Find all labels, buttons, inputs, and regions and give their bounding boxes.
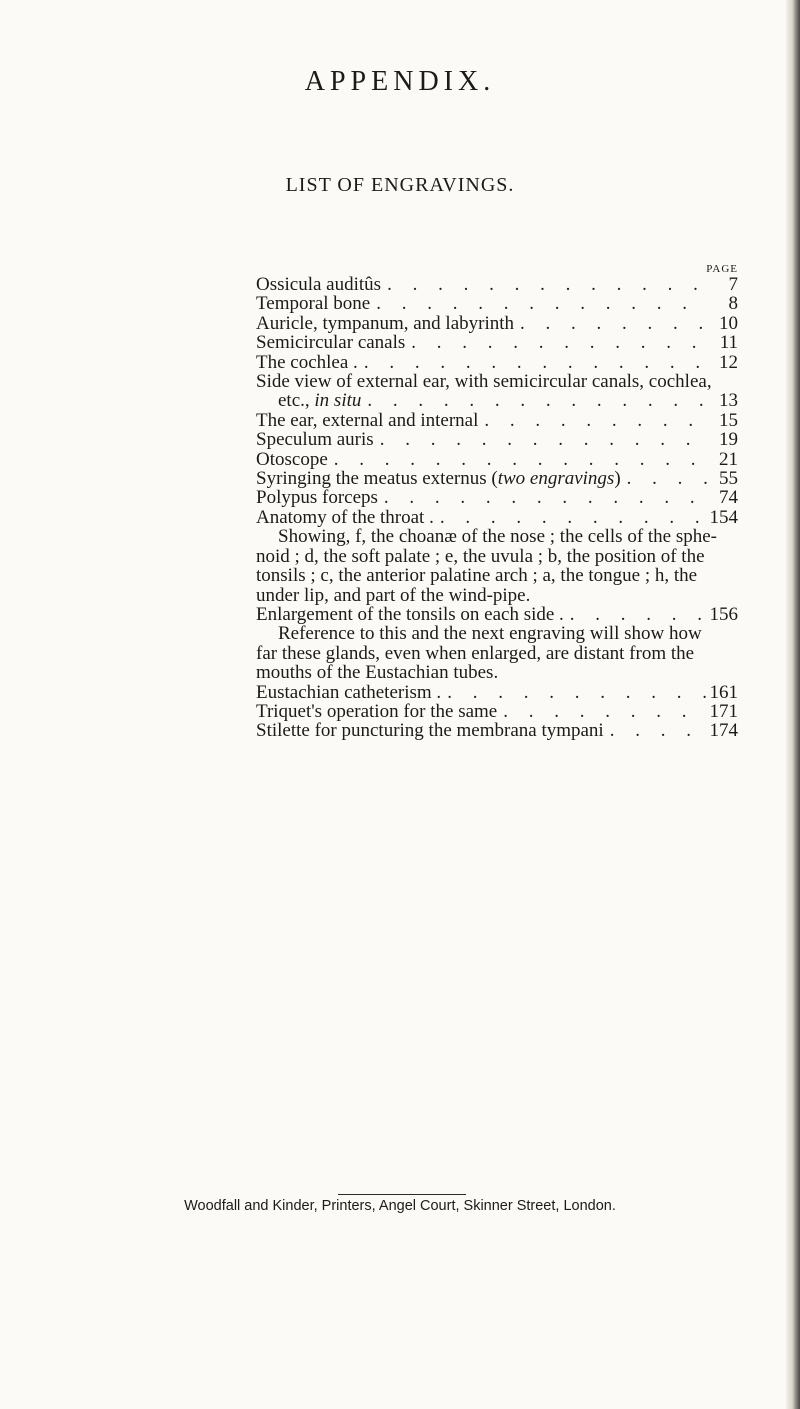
list-of-engravings-heading: LIST OF ENGRAVINGS. — [285, 174, 515, 196]
list-item: Otoscope . . . 21 — [256, 450, 738, 469]
tonsil-note-line: Reference to this and the next engraving will show how — [278, 623, 702, 645]
list-item: Eustachian catheterism . . . . 161 — [256, 683, 738, 702]
throat-note-line: Showing, f, the choanæ of the nose ; the cells of the sphe- — [278, 526, 718, 548]
list-item: Anatomy of the throat . . . . 154 — [256, 508, 738, 527]
appendix-title: APPENDIX. — [304, 66, 496, 97]
list-item: Enlargement of the tonsils on each side . . . . 156 — [256, 605, 738, 624]
list-item: Speculum auris . . . 19 — [256, 430, 738, 449]
footer-divider — [338, 1194, 466, 1195]
engravings-list — [256, 275, 738, 741]
list-item: Side view of external ear, with semicircular canals, cochlea, — [256, 371, 712, 393]
list-item: Temporal bone . . . 8 — [256, 294, 738, 313]
throat-note-line: under lip, and part of the wind-pipe. — [256, 584, 531, 606]
throat-note-line: noid ; d, the soft palate ; e, the uvula ; b, the position of the — [256, 545, 705, 567]
tonsil-note-line: far these glands, even when enlarged, are distant from the — [256, 642, 695, 664]
list-item: The ear, external and internal . . . 15 — [256, 411, 738, 430]
list-item: etc., in situ . . . 13 — [256, 391, 738, 410]
printer-imprint: Woodfall and Kinder, Printers, Angel Court, Skinner Street, London. — [184, 1198, 616, 1214]
list-item: Auricle, tympanum, and labyrinth . . . 10 — [256, 314, 738, 333]
list-item: The cochlea . . . . 12 — [256, 353, 738, 372]
tonsil-note-line: mouths of the Eustachian tubes. — [256, 662, 499, 684]
throat-note-line: tonsils ; c, the anterior palatine arch ; a, the tongue ; h, the — [256, 565, 698, 587]
list-item: Semicircular canals . . . 11 — [256, 333, 738, 352]
list-item: Triquet's operation for the same . . . 171 — [256, 702, 738, 721]
list-item: Stilette for puncturing the membrana tympani . . . 174 — [256, 721, 738, 740]
page-column-label: PAGE — [706, 263, 738, 275]
list-item: Polypus forceps . . . 74 — [256, 488, 738, 507]
list-item: Ossicula auditûs . . . 7 — [256, 275, 738, 294]
list-item: Syringing the meatus externus (two engravings) . . . 55 — [256, 469, 738, 488]
